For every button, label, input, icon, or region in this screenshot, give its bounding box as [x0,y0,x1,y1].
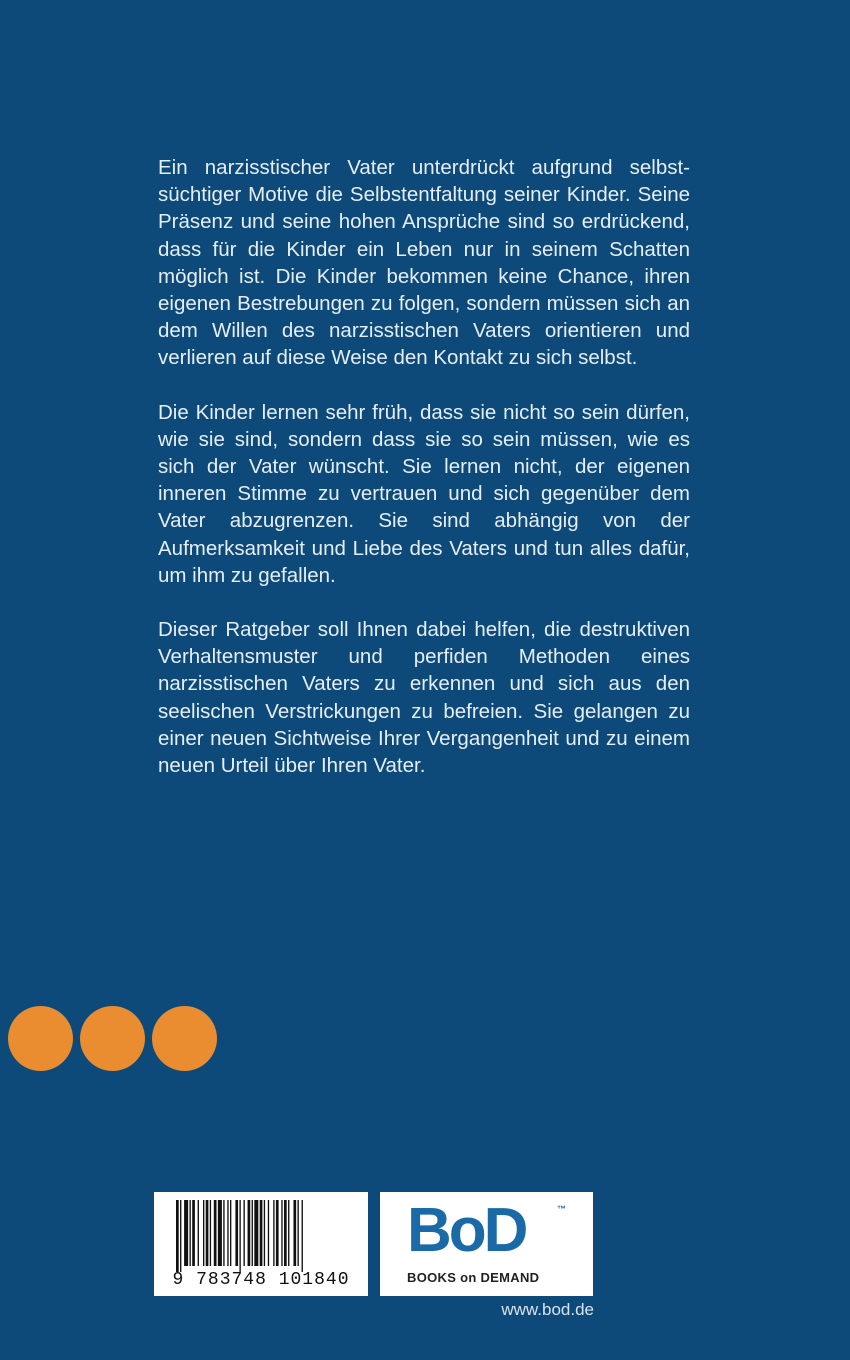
trademark-symbol: ™ [557,1204,566,1214]
blurb-text [158,154,690,806]
publisher-tagline: BOOKS on DEMAND [407,1270,540,1285]
barcode-bars [176,1200,346,1272]
publisher-logo [380,1192,593,1296]
isbn-barcode [154,1192,368,1296]
orange-dot-icon [152,1006,217,1071]
isbn-number: 9 783748 101840 [172,1270,350,1290]
orange-dot-icon [80,1006,145,1071]
publisher-url: www.bod.de [501,1300,594,1319]
orange-dot-icon [8,1006,73,1071]
decorative-dots [8,1006,217,1072]
blurb-paragraph-2: Die Kinder lernen sehr früh, dass sie nicht so sein dürfen, wie sie sind, sondern dass sie so sein müssen, wie es sich der Vater wünscht. Sie lernen nicht, der eigenen inneren Stimme zu vertrauen und sich gegenüber dem Vater abzugrenzen. Sie sind abhängig von der Aufmerksamkeit und Liebe des Vaters und tun alles dafür, um ihm zu gefallen. [158,400,690,587]
bod-logo-mark: BoD [407,1196,526,1265]
blurb-paragraph-3: Dieser Ratgeber soll Ihnen dabei helfen, die destruktiven Verhaltensmuster und perfiden Methoden eines narzisstischen Vaters zu erkennen und sich aus den seelischen Verstrickungen zu befreien. Sie gelangen zu einer neuen Sichtweise Ihrer Vergangenheit und zu einem neuen Urteil über Ihren Vater. [158,618,690,778]
blurb-paragraph-1: Ein narzisstischer Vater unterdrückt aufgrund selbstsüchtiger Motive die Selbstentfaltung seiner Kinder. Seine Präsenz und seine hohen Ansprüche sind so erdrückend, dass für die Kinder ein Leben nur in seinem Schatten möglich ist. Die Kinder bekommen keine Chance, ihren eigenen Bestrebungen zu folgen, sondern müssen sich an dem Willen des narzisstischen Vaters orientieren und verlieren auf diese Weise den Kontakt zu sich selbst. [158,156,690,370]
